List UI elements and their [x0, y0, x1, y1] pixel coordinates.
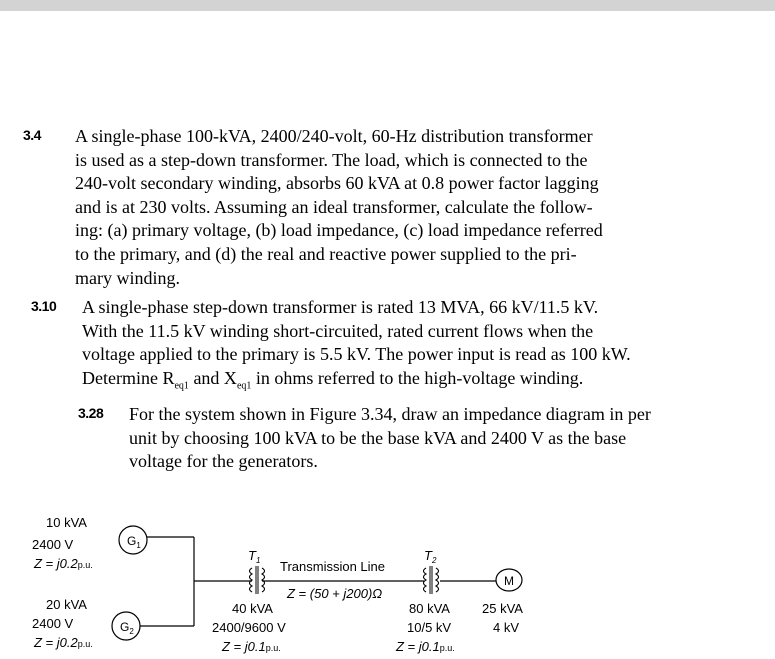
t1-winding-primary	[250, 568, 253, 592]
text-line: is used as a step-down transformer. The load, which is connected to the	[75, 149, 588, 170]
t2-winding-secondary	[436, 568, 439, 592]
g2-impedance: Z = j0.2p.u.	[34, 635, 93, 650]
t2-symbol: $T_2$	[424, 548, 437, 565]
t1-ratio: 2400/9600 V	[212, 620, 286, 635]
motor-voltage: 4 kV	[493, 620, 520, 635]
motor-symbol: M	[504, 574, 514, 588]
g2-voltage: 2400 V	[32, 616, 74, 631]
t2-kva: 80 kVA	[409, 601, 450, 616]
motor-kva: 25 kVA	[482, 601, 523, 616]
text-line: A single-phase step-down transformer is rated 13 MVA, 66 kV/11.5 kV.	[82, 297, 599, 317]
problem-text	[75, 125, 603, 290]
transmission-line	[262, 559, 424, 601]
g1-impedance: Z = j0.2p.u.	[34, 556, 93, 571]
text-line: For the system shown in Figure 3.34, draw an impedance diagram in per	[129, 404, 651, 424]
g1-kva: 10 kVA	[46, 515, 87, 530]
text-line: voltage for the generators.	[129, 451, 318, 472]
text-run: Determine R	[82, 367, 175, 388]
generator-g2	[32, 597, 194, 650]
text-line: 240-volt secondary winding, absorbs 60 kVA at 0.8 power factor lagging	[75, 173, 599, 194]
text-line: voltage applied to the primary is 5.5 kV. The power input is read as 100 kW.	[82, 344, 631, 365]
problem-number: 3.4	[23, 127, 41, 143]
transformer-t2	[395, 548, 455, 654]
t2-winding-primary	[424, 568, 427, 592]
text-line	[82, 367, 631, 398]
line-impedance: Z = (50 + j200)Ω	[287, 586, 383, 601]
text-line: unit by choosing 100 kVA to be the base kVA and 2400 V as the base	[129, 427, 627, 448]
t1-impedance: Z = j0.1p.u.	[222, 639, 281, 654]
text-line: and is at 230 volts. Assuming an ideal transformer, calculate the follow-	[75, 196, 593, 217]
problem-text	[129, 403, 651, 474]
problem-number: 3.10	[31, 298, 57, 314]
t1-symbol: $T_1$	[248, 548, 261, 565]
t1-kva: 40 kVA	[232, 601, 273, 616]
text-run: in ohms referred to the high-voltage winding.	[251, 367, 584, 388]
top-bar	[0, 0, 775, 11]
g2-symbol: $G_2$	[120, 620, 134, 636]
t2-impedance: Z = j0.1p.u.	[396, 639, 455, 654]
motor	[440, 569, 523, 635]
system-diagram	[0, 500, 775, 659]
problem-text	[82, 296, 631, 398]
problem-number: 3.28	[78, 405, 104, 421]
text-run: and X	[188, 367, 237, 388]
t2-ratio: 10/5 kV	[407, 620, 452, 635]
subscript: eq1	[236, 380, 252, 392]
generator-g1	[32, 515, 194, 571]
line-label: Transmission Line	[280, 559, 386, 574]
text-line: A single-phase 100-kVA, 2400/240-volt, 60-Hz distribution transformer	[75, 126, 593, 146]
text-line: mary winding.	[75, 267, 180, 288]
text-line: to the primary, and (d) the real and reactive power supplied to the pri-	[75, 243, 577, 264]
g1-symbol: $G_1$	[127, 534, 141, 550]
g1-voltage: 2400 V	[32, 537, 74, 552]
text-line: ing: (a) primary voltage, (b) load impedance, (c) load impedance referred	[75, 220, 603, 241]
transformer-t1	[212, 548, 286, 654]
g2-kva: 20 kVA	[46, 597, 87, 612]
text-line: With the 11.5 kV winding short-circuited, rated current flows when the	[82, 320, 594, 341]
t1-winding-secondary	[262, 568, 265, 592]
subscript: eq1	[174, 380, 189, 392]
